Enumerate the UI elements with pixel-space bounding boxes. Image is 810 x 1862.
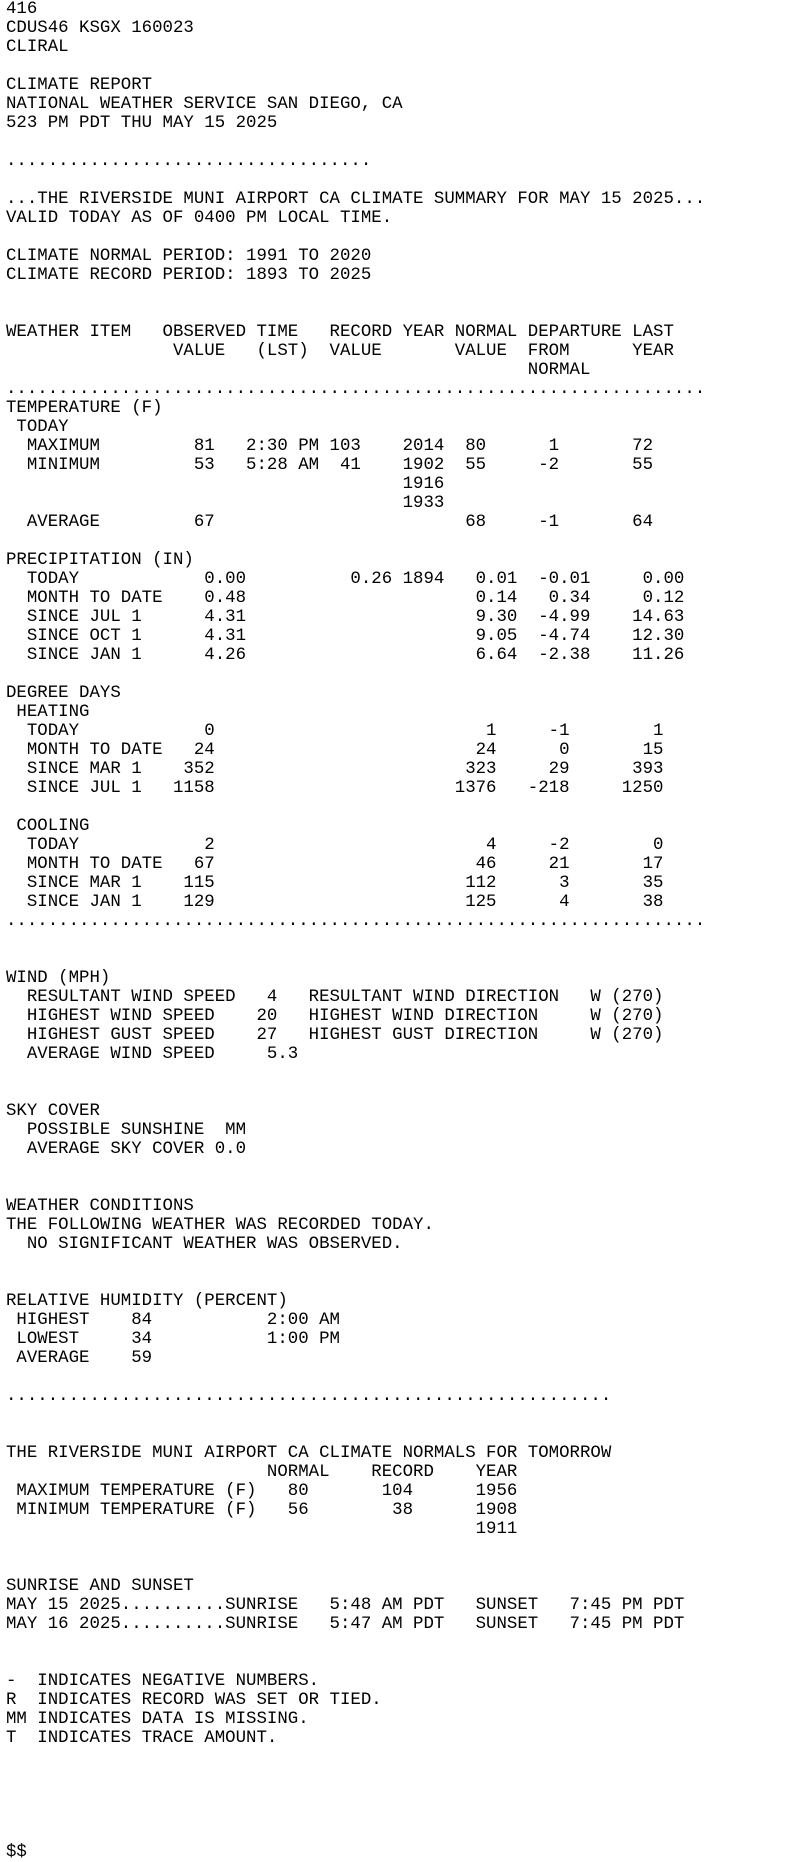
report-line: ................................................................... — [6, 912, 706, 931]
report-line: NORMAL RECORD YEAR — [6, 1463, 518, 1482]
report-line — [6, 931, 810, 950]
report-line — [6, 1406, 810, 1425]
report-line: VALUE (LST) VALUE VALUE FROM YEAR — [6, 342, 674, 361]
report-line: PRECIPITATION (IN) — [6, 551, 194, 570]
report-line — [6, 1083, 810, 1102]
report-line: MONTH TO DATE 24 24 0 15 — [6, 741, 664, 760]
report-line — [6, 57, 810, 76]
report-line: CLIMATE REPORT — [6, 76, 153, 95]
report-line: AVERAGE WIND SPEED 5.3 — [6, 1045, 299, 1064]
report-line: ................................................................... — [6, 380, 706, 399]
report-line: 523 PM PDT THU MAY 15 2025 — [6, 114, 278, 133]
report-line: RESULTANT WIND SPEED 4 RESULTANT WIND DIRECTION W (270) — [6, 988, 664, 1007]
report-line: ...THE RIVERSIDE MUNI AIRPORT CA CLIMATE SUMMARY FOR MAY 15 2025... — [6, 190, 706, 209]
report-line — [6, 1748, 810, 1767]
report-line — [6, 1254, 810, 1273]
report-line — [6, 171, 810, 190]
report-line: MINIMUM 53 5:28 AM 41 1902 55 -2 55 — [6, 456, 654, 475]
report-line: AVERAGE SKY COVER 0.0 — [6, 1140, 247, 1159]
report-line: $$ — [6, 1843, 27, 1862]
report-line: SINCE JUL 1 1158 1376 -218 1250 — [6, 779, 664, 798]
report-line: MINIMUM TEMPERATURE (F) 56 38 1908 — [6, 1501, 518, 1520]
report-line: MAXIMUM 81 2:30 PM 103 2014 80 1 72 — [6, 437, 654, 456]
report-line: - INDICATES NEGATIVE NUMBERS. — [6, 1672, 320, 1691]
report-line: 416 — [6, 0, 38, 19]
report-line: MONTH TO DATE 0.48 0.14 0.34 0.12 — [6, 589, 685, 608]
report-line: 1911 — [6, 1520, 518, 1539]
report-line: MAY 15 2025..........SUNRISE 5:48 AM PDT SUNSET 7:45 PM PDT — [6, 1596, 685, 1615]
report-line — [6, 1634, 810, 1653]
report-line: TEMPERATURE (F) — [6, 399, 163, 418]
report-line — [6, 1178, 810, 1197]
report-line: VALID TODAY AS OF 0400 PM LOCAL TIME. — [6, 209, 393, 228]
report-line: TODAY 2 4 -2 0 — [6, 836, 664, 855]
report-line: TODAY 0.00 0.26 1894 0.01 -0.01 0.00 — [6, 570, 685, 589]
report-line: CLIMATE RECORD PERIOD: 1893 TO 2025 — [6, 266, 372, 285]
report-line — [6, 1273, 810, 1292]
report-line — [6, 1368, 810, 1387]
report-line — [6, 285, 810, 304]
report-line: SINCE JAN 1 129 125 4 38 — [6, 893, 664, 912]
report-line — [6, 532, 810, 551]
report-line — [6, 950, 810, 969]
report-line: MM INDICATES DATA IS MISSING. — [6, 1710, 309, 1729]
report-line: CLIMATE NORMAL PERIOD: 1991 TO 2020 — [6, 247, 372, 266]
report-line: R INDICATES RECORD WAS SET OR TIED. — [6, 1691, 382, 1710]
report-line: HIGHEST 84 2:00 AM — [6, 1311, 340, 1330]
report-line: DEGREE DAYS — [6, 684, 121, 703]
report-line: COOLING — [6, 817, 90, 836]
report-line — [6, 1786, 810, 1805]
report-line: CDUS46 KSGX 160023 — [6, 19, 194, 38]
report-line — [6, 1767, 810, 1786]
report-line — [6, 1425, 810, 1444]
report-line: T INDICATES TRACE AMOUNT. — [6, 1729, 278, 1748]
report-line: AVERAGE 59 — [6, 1349, 153, 1368]
report-line: NORMAL — [6, 361, 591, 380]
report-line: TODAY 0 1 -1 1 — [6, 722, 664, 741]
report-line: HEATING — [6, 703, 90, 722]
report-line: WEATHER ITEM OBSERVED TIME RECORD YEAR NORMAL DEPARTURE LAST — [6, 323, 674, 342]
report-line: MONTH TO DATE 67 46 21 17 — [6, 855, 664, 874]
report-line: NO SIGNIFICANT WEATHER WAS OBSERVED. — [6, 1235, 403, 1254]
report-line — [6, 1159, 810, 1178]
report-line — [6, 1653, 810, 1672]
report-line: SINCE JUL 1 4.31 9.30 -4.99 14.63 — [6, 608, 685, 627]
report-line: SINCE JAN 1 4.26 6.64 -2.38 11.26 — [6, 646, 685, 665]
report-line — [6, 1539, 810, 1558]
report-line: SUNRISE AND SUNSET — [6, 1577, 194, 1596]
report-line — [6, 304, 810, 323]
report-line: POSSIBLE SUNSHINE MM — [6, 1121, 247, 1140]
report-line: CLIRAL — [6, 38, 69, 57]
report-line: SINCE MAR 1 352 323 29 393 — [6, 760, 664, 779]
report-line: HIGHEST WIND SPEED 20 HIGHEST WIND DIRECTION W (270) — [6, 1007, 664, 1026]
report-line: AVERAGE 67 68 -1 64 — [6, 513, 654, 532]
report-line: THE FOLLOWING WEATHER WAS RECORDED TODAY. — [6, 1216, 434, 1235]
report-line — [6, 1558, 810, 1577]
report-line: 1916 — [6, 475, 445, 494]
report-line — [6, 798, 810, 817]
report-line: RELATIVE HUMIDITY (PERCENT) — [6, 1292, 288, 1311]
report-line — [6, 1805, 810, 1824]
report-line: 1933 — [6, 494, 445, 513]
report-line: MAY 16 2025..........SUNRISE 5:47 AM PDT SUNSET 7:45 PM PDT — [6, 1615, 685, 1634]
report-line: SKY COVER — [6, 1102, 100, 1121]
report-line: SINCE MAR 1 115 112 3 35 — [6, 874, 664, 893]
report-line: ................................... — [6, 152, 372, 171]
report-line: NATIONAL WEATHER SERVICE SAN DIEGO, CA — [6, 95, 403, 114]
report-line — [6, 1064, 810, 1083]
report-line: HIGHEST GUST SPEED 27 HIGHEST GUST DIRECTION W (270) — [6, 1026, 664, 1045]
report-line — [6, 1824, 810, 1843]
report-line — [6, 228, 810, 247]
report-line: SINCE OCT 1 4.31 9.05 -4.74 12.30 — [6, 627, 685, 646]
report-line — [6, 133, 810, 152]
report-line — [6, 665, 810, 684]
report-line: TODAY — [6, 418, 69, 437]
report-line: .......................................................... — [6, 1387, 612, 1406]
report-line: WIND (MPH) — [6, 969, 111, 988]
report-line: THE RIVERSIDE MUNI AIRPORT CA CLIMATE NORMALS FOR TOMORROW — [6, 1444, 612, 1463]
report-line: WEATHER CONDITIONS — [6, 1197, 194, 1216]
report-line: MAXIMUM TEMPERATURE (F) 80 104 1956 — [6, 1482, 518, 1501]
report-line: LOWEST 34 1:00 PM — [6, 1330, 340, 1349]
